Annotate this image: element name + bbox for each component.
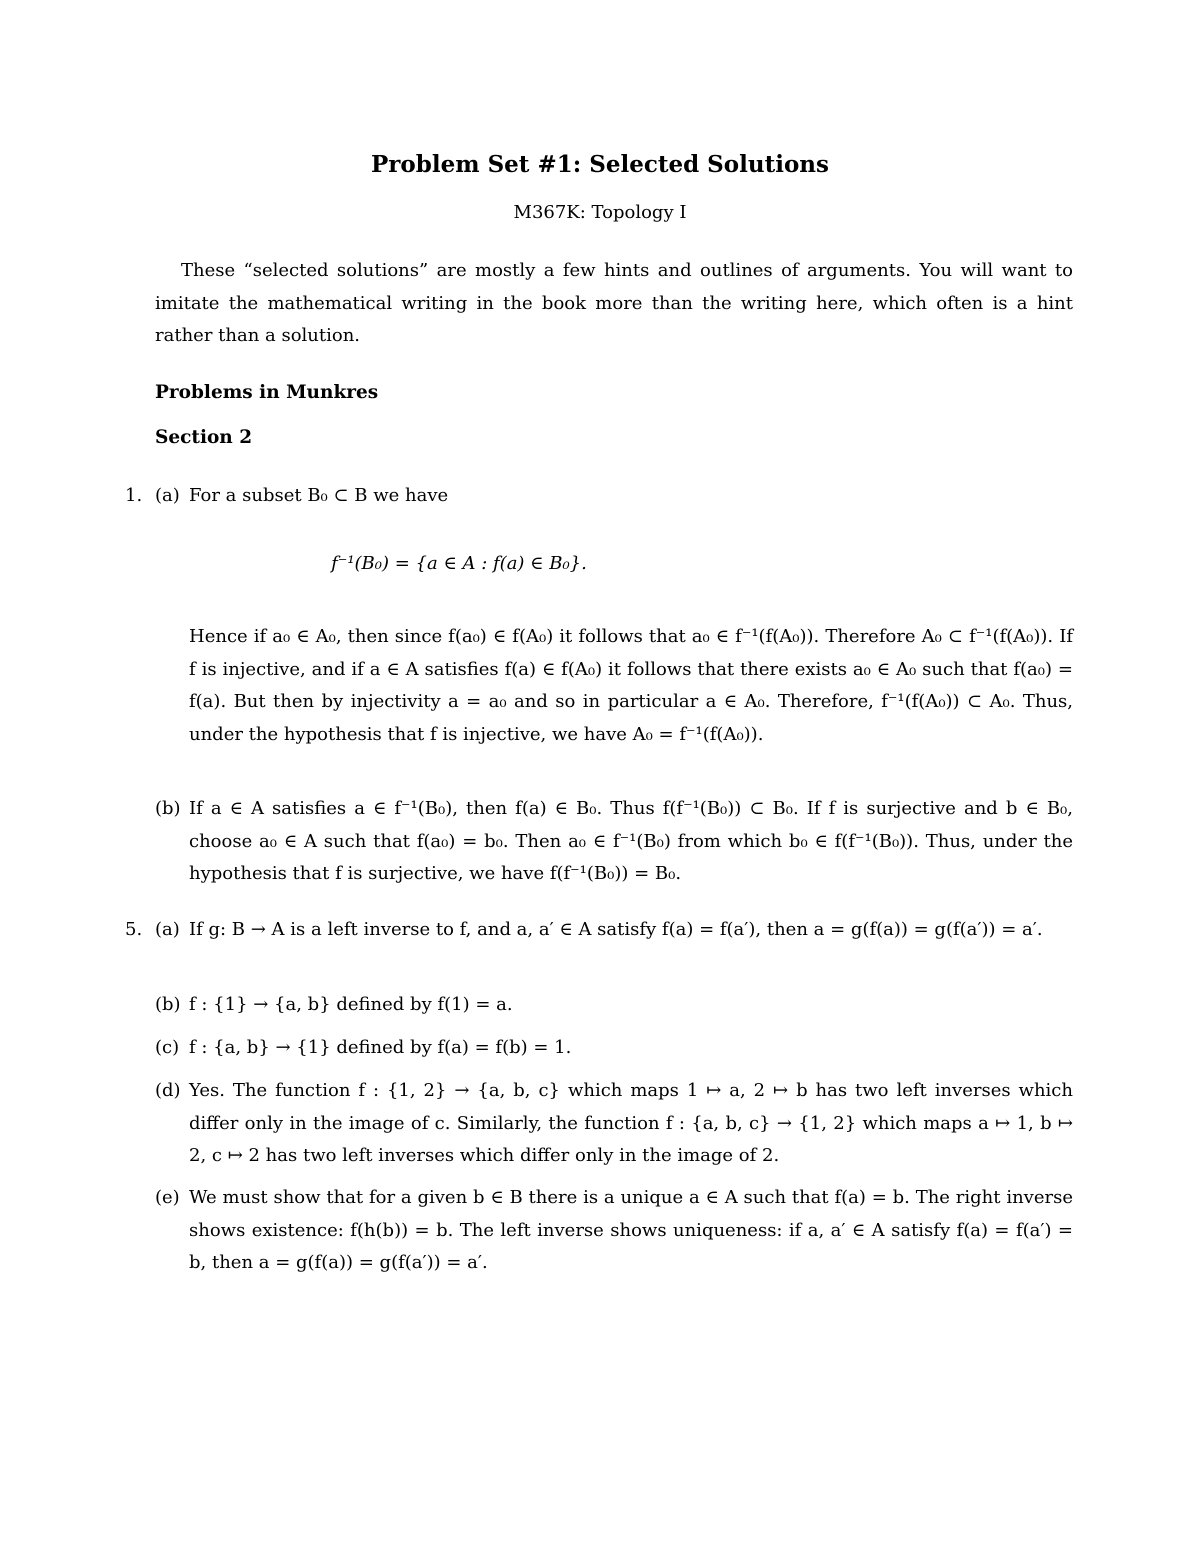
- problem-part-c: [155, 1032, 1073, 1065]
- part-label: (d): [155, 1080, 181, 1101]
- problem-1: [125, 480, 1073, 513]
- page-title: Problem Set #1: Selected Solutions: [371, 151, 829, 178]
- section-heading: Section 2: [155, 427, 253, 448]
- part-body: f : {1} → {a, b} defined by f(1) = a.: [189, 994, 513, 1015]
- part-label: (e): [155, 1187, 180, 1208]
- part-body: If g: B → A is a left inverse to f, and a, a′ ∈ A satisfy f(a) = f(a′), then a = g(f(a)) = g(f(a′)) = a′.: [189, 919, 1043, 940]
- course-subtitle: M367K: Topology I: [513, 202, 687, 223]
- problem-5-b: [155, 989, 1073, 1022]
- part-body: f : {a, b} → {1} defined by f(a) = f(b) = 1.: [189, 1037, 572, 1058]
- problem-number: 1.: [125, 485, 143, 506]
- part-label: (a): [155, 919, 180, 940]
- problem-number: 5.: [125, 919, 143, 940]
- problem-5-c: [155, 1032, 1073, 1065]
- problem-part-a: [155, 480, 1073, 513]
- intro-paragraph: These “selected solutions” are mostly a few hints and outlines of arguments. You will want to imitate the mathematical writing in the book more than the writing here, which often is a hint rather than a solution.: [155, 260, 1073, 346]
- problem-1-b: [155, 793, 1073, 891]
- part-body: Yes. The function f : {1, 2} → {a, b, c} which maps 1 ↦ a, 2 ↦ b has two left inverses which differ only in the image of c. Similarly, the function f : {a, b, c} → {1, 2} which maps a ↦ 1, b ↦ 2, c ↦ 2 has two left inverses which differ only in the image of 2.: [189, 1080, 1073, 1166]
- problem-part-a: [155, 914, 1073, 947]
- problem-part-e: [155, 1182, 1073, 1280]
- problem-5: [125, 914, 1073, 947]
- part-body: If a ∈ A satisfies a ∈ f⁻¹(B₀), then f(a) ∈ B₀. Thus f(f⁻¹(B₀)) ⊂ B₀. If f is surjective and b ∈ B₀, choose a₀ ∈ A such that f(a₀) = b₀. Then a₀ ∈ f⁻¹(B₀) from which b₀ ∈ f(f⁻¹(B₀)). Thus, under the hypothesis that f is surjective, we have f(f⁻¹(B₀)) = B₀.: [189, 798, 1073, 884]
- part-body: Hence if a₀ ∈ A₀, then since f(a₀) ∈ f(A₀) it follows that a₀ ∈ f⁻¹(f(A₀)). Therefore A₀ ⊂ f⁻¹(f(A₀)). If f is injective, and if a ∈ A satisfies f(a) ∈ f(A₀) it follows that there exists a₀ ∈ A₀ such that f(a₀) = f(a). But then by injectivity a = a₀ and so in particular a ∈ A₀. Therefore, f⁻¹(f(A₀)) ⊂ A₀. Thus, under the hypothesis that f is injective, we have A₀ = f⁻¹(f(A₀)).: [189, 626, 1073, 745]
- problem-part-b: [155, 989, 1073, 1022]
- problems-heading: Problems in Munkres: [155, 382, 379, 403]
- problem-5-e: [155, 1182, 1073, 1280]
- problem-5-d: [155, 1075, 1073, 1173]
- part-label: (c): [155, 1037, 180, 1058]
- problem-part-d: [155, 1075, 1073, 1173]
- part-label: (b): [155, 994, 181, 1015]
- part-label: (a): [155, 485, 180, 506]
- part-label: (b): [155, 798, 181, 819]
- problem-part-b: [155, 793, 1073, 891]
- display-equation: f⁻¹(B₀) = {a ∈ A : f(a) ∈ B₀}.: [331, 553, 587, 574]
- part-body: We must show that for a given b ∈ B there is a unique a ∈ A such that f(a) = b. The right inverse shows existence: f(h(b)) = b. The left inverse shows uniqueness: if a, a′ ∈ A satisfy f(a) = f(a′) = b, then a = g(f(a)) = g(f(a′)) = a′.: [189, 1187, 1073, 1273]
- part-intro: For a subset B₀ ⊂ B we have: [189, 485, 449, 506]
- problem-1-a-body: [155, 621, 1073, 751]
